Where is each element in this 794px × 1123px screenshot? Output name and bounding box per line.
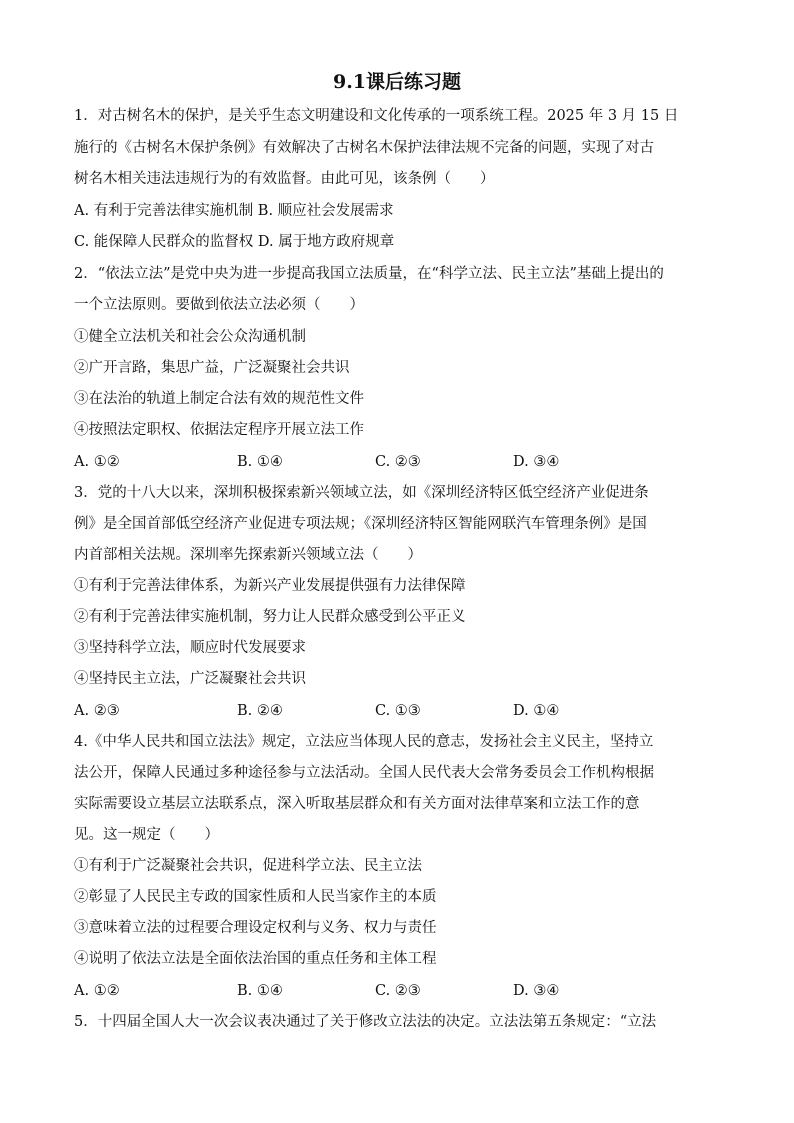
q3-option-b: B. ②④ — [237, 703, 283, 719]
q2-statement-4: ④按照法定职权、依据法定程序开展立法工作 — [74, 422, 364, 438]
q5-stem-line-1: 5．十四届全国人大一次会议表决通过了关于修改立法法的决定。立法法第五条规定：“立法 — [74, 1014, 657, 1030]
q2-statement-3: ③在法治的轨道上制定合法有效的规范性文件 — [74, 391, 364, 407]
q4-statement-3: ③意味着立法的过程要合理设定权利与义务、权力与责任 — [74, 920, 437, 936]
q3-option-d: D. ①④ — [513, 703, 560, 719]
q3-stem-line-1: 3．党的十八大以来，深圳积极探索新兴领域立法，如《深圳经济特区低空经济产业促进条 — [74, 485, 649, 501]
q4-stem-line-4: 见。这一规定（ ） — [74, 827, 219, 843]
q1-option-row-1: A. 有利于完善法律实施机制 B. 顺应社会发展需求 — [74, 203, 394, 219]
q4-stem-line-1: 4.《中华人民共和国立法法》规定，立法应当体现人民的意志，发扬社会主义民主，坚持立 — [74, 734, 654, 750]
q2-option-c: C. ②③ — [375, 454, 421, 470]
q2-option-d: D. ③④ — [513, 454, 560, 470]
q3-stem-line-3: 内首部相关法规。深圳率先探索新兴领域立法（ ） — [74, 547, 422, 563]
q3-statement-2: ②有利于完善法律实施机制，努力让人民群众感受到公平正义 — [74, 609, 466, 625]
q1-option-row-2: C. 能保障人民群众的监督权 D. 属于地方政府规章 — [74, 234, 395, 250]
q4-statement-4: ④说明了依法立法是全面依法治国的重点任务和主体工程 — [74, 951, 437, 967]
q3-option-c: C. ①③ — [375, 703, 421, 719]
q4-option-b: B. ①④ — [237, 983, 283, 999]
q4-stem-line-2: 法公开，保障人民通过多种途径参与立法活动。全国人民代表大会常务委员会工作机构根据 — [74, 765, 654, 781]
q2-stem-line-2: 一个立法原则。要做到依法立法必须（ ） — [74, 297, 364, 313]
q3-option-a: A. ②③ — [74, 703, 120, 719]
q4-option-a: A. ①② — [74, 983, 120, 999]
q2-option-b: B. ①④ — [237, 454, 283, 470]
q2-option-a: A. ①② — [74, 454, 120, 470]
q1-stem-line-3: 树名木相关违法违规行为的有效监督。由此可见，该条例（ ） — [74, 171, 495, 187]
q4-stem-line-3: 实际需要设立基层立法联系点，深入听取基层群众和有关方面对法律草案和立法工作的意 — [74, 796, 640, 812]
q4-option-d: D. ③④ — [513, 983, 560, 999]
q1-stem-line-1: 1．对古树名木的保护，是关乎生态文明建设和文化传承的一项系统工程。2025 年 3 月 15 日 — [74, 108, 679, 124]
q3-statement-1: ①有利于完善法律体系，为新兴产业发展提供强有力法律保障 — [74, 578, 466, 594]
q3-stem-line-2: 例》是全国首部低空经济产业促进专项法规；《深圳经济特区智能网联汽车管理条例》是国 — [74, 516, 647, 532]
q2-stem-line-1: 2．“依法立法”是党中央为进一步提高我国立法质量，在“科学立法、民主立法”基础上提出的 — [74, 266, 664, 282]
q4-statement-2: ②彰显了人民民主专政的国家性质和人民当家作主的本质 — [74, 889, 437, 905]
q4-statement-1: ①有利于广泛凝聚社会共识，促进科学立法、民主立法 — [74, 858, 422, 874]
q3-statement-3: ③坚持科学立法，顺应时代发展要求 — [74, 640, 306, 656]
q3-statement-4: ④坚持民主立法，广泛凝聚社会共识 — [74, 671, 306, 687]
q1-stem-line-2: 施行的《古树名木保护条例》有效解决了古树名木保护法律法规不完备的问题，实现了对古 — [74, 140, 654, 156]
q4-option-c: C. ②③ — [375, 983, 421, 999]
q2-statement-2: ②广开言路，集思广益，广泛凝聚社会共识 — [74, 360, 350, 376]
q2-statement-1: ①健全立法机关和社会公众沟通机制 — [74, 329, 306, 345]
page-title: 9.1课后练习题 — [332, 71, 462, 93]
